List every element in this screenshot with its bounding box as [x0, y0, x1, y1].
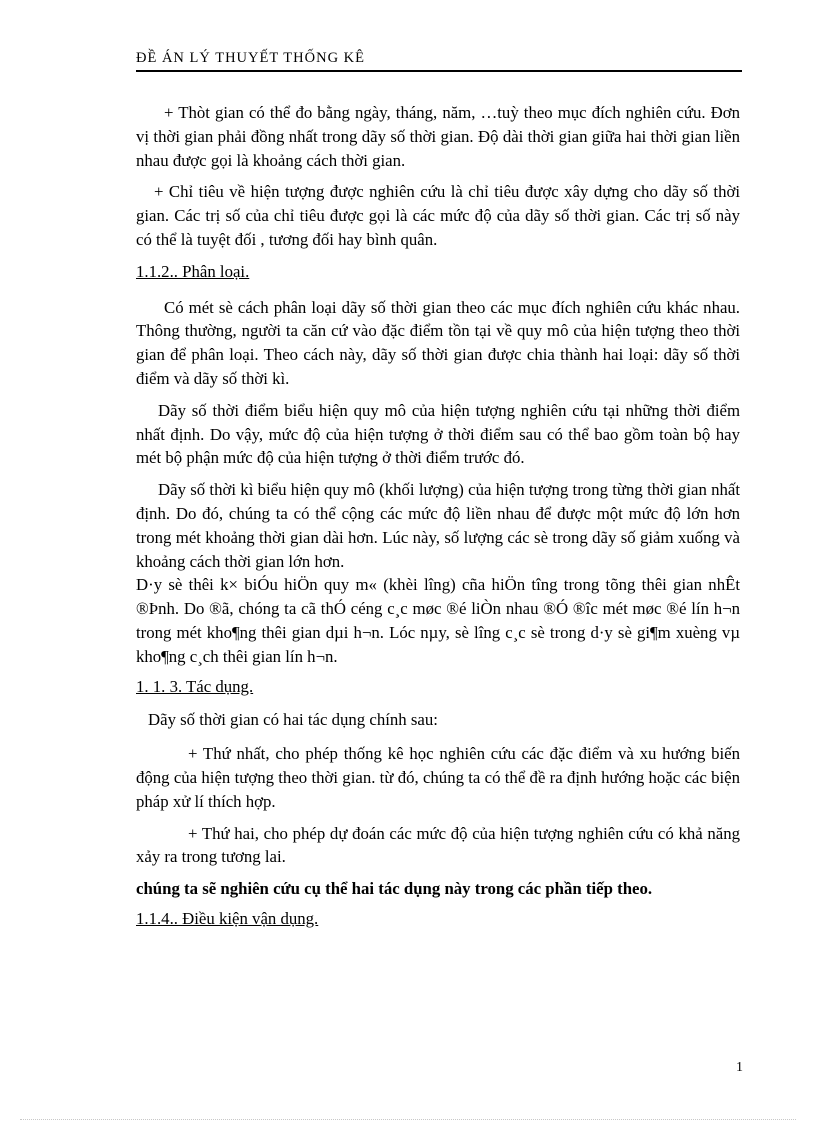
section-heading-classification: 1.1.2.. Phân loại. — [136, 261, 250, 281]
paragraph-period-series: Dãy số thời kì biểu hiện quy mô (khối lượng) của hiện tượng trong từng thời gian nhất định. Do đó, chúng ta có thể cộng các mức độ liền nhau để được một mức độ lớn hơn trong mét khoảng thời gian dài hơn. Lúc này, số lượng các sè trong dãy số giảm xuống và khoảng cách thời gian lớn hơn. — [136, 480, 740, 571]
document-body — [136, 101, 740, 931]
paragraph-period-series-legacy-encoding: D·y sè thêi k× biÓu hiÖn quy m« (khèi lîng) cña hiÖn tîng trong tõng thêi gian nhÊt ®Þnh. Do ®ã, chóng ta cã thÓ céng c¸c møc ®é liÒn nhau ®Ó ®îc mét møc ®é lín h¬n trong mét kho¶ng thêi gian dµi h¬n. Lóc nµy, sè lîng c¸c sè trong d·y sè gi¶m xuèng vµ kho¶ng c¸ch thêi gian lín h¬n. — [136, 575, 740, 666]
section-heading-conditions: 1.1.4.. Điều kiện vận dụng. — [136, 908, 319, 928]
page-bottom-border — [20, 1119, 796, 1120]
header-rule — [136, 70, 742, 72]
paragraph-effects-intro: Dãy số thời gian có hai tác dụng chính sau: — [148, 710, 438, 730]
page-header-title: ĐỀ ÁN LÝ THUYẾT THỐNG KÊ — [136, 50, 365, 66]
paragraph-indicator: + Chỉ tiêu về hiện tượng được nghiên cứu là chỉ tiêu được xây dựng cho dãy số thời gian. Các trị số của chỉ tiêu được gọi là các mức độ của dãy số thời gian. Các trị số này có thể là tuyệt đối , tương đối hay bình quân. — [136, 182, 740, 249]
paragraph-point-series: Dãy số thời điểm biểu hiện quy mô của hiện tượng nghiên cứu tại những thời điểm nhất định. Do vậy, mức độ của hiện tượng ở thời điểm sau có thể bao gồm toàn bộ hay mét bộ phận mức độ của hiện tượng ở thời điểm trước đó. — [136, 400, 740, 468]
paragraph-time-measure: + Thòt gian có thể đo bằng ngày, tháng, năm, …tuỳ theo mục đích nghiên cứu. Đơn vị thời gian phải đồng nhất trong dãy số thời gian. Độ dài thời gian giữa hai thời gian liền nhau được gọi là khoảng cách thời gian. — [136, 103, 740, 170]
paragraph-bold-summary: chúng ta sẽ nghiên cứu cụ thể hai tác dụng này trong các phần tiếp theo. — [136, 879, 653, 899]
section-heading-effects: 1. 1. 3. Tác dụng. — [136, 676, 254, 696]
paragraph-effect-first: + Thứ nhất, cho phép thống kê học nghiên cứu các đặc điểm và xu hướng biến động của hiện tượng theo thời gian. từ đó, chúng ta có thể đề ra định hướng hoặc các biện pháp xử lí thích hợp. — [136, 744, 740, 811]
page-number: 1 — [736, 1060, 743, 1075]
paragraph-effect-second: + Thứ hai, cho phép dự đoán các mức độ của hiện tượng nghiên cứu có khả năng xảy ra trong tương lai. — [136, 823, 740, 867]
paragraph-classification: Có mét sè cách phân loại dãy số thời gian theo các mục đích nghiên cứu khác nhau. Thông thường, người ta căn cứ vào đặc điểm tồn tại về quy mô của hiện tượng theo thời gian để phân loại. Theo cách này, dãy số thời gian được chia thành hai loại: dãy số thời điểm và dãy số thời kì. — [136, 297, 740, 388]
